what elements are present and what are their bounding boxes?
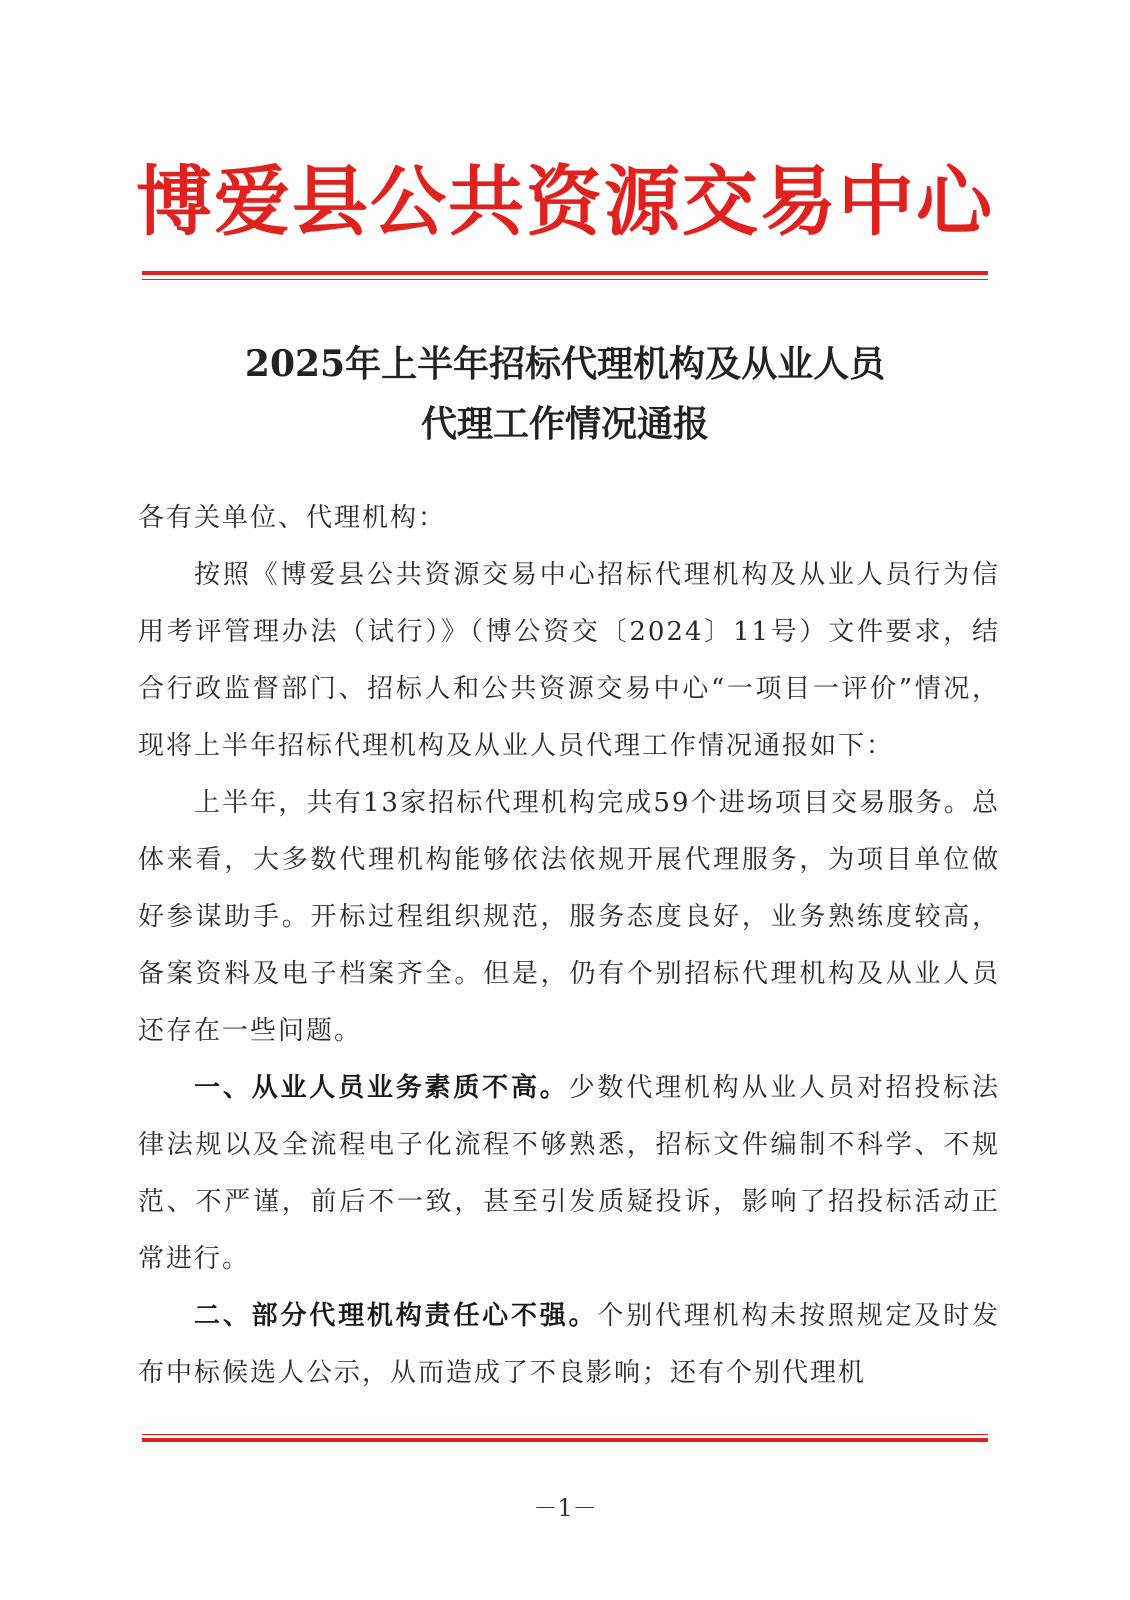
paragraph-4-text: 个别代理机构未按照规定及时发布中标候选人公示，从而造成了不良影响；还有个别代理机 — [138, 1301, 1000, 1388]
document-title-line-1: 2025年上半年招标代理机构及从业人员 — [244, 343, 886, 385]
page-number: －1－ — [533, 1494, 597, 1522]
masthead-rule-thin — [142, 279, 988, 280]
masthead-rule-thick — [142, 271, 988, 275]
document-body — [138, 490, 1000, 1402]
paragraph-3 — [138, 1060, 1000, 1288]
paragraph-3-text: 少数代理机构从业人员对招投标法律法规以及全流程电子化流程不够熟悉，招标文件编制不科学、不规范、不严谨，前后不一致，甚至引发质疑投诉，影响了招投标活动正常进行。 — [138, 1073, 1000, 1274]
footer-rule-thick — [142, 1438, 988, 1442]
footer-rule-thin — [142, 1434, 988, 1435]
salutation: 各有关单位、代理机构： — [138, 503, 447, 533]
masthead-org-name: 博爱县公共资源交易中心 — [136, 157, 994, 246]
paragraph-4-heading: 二、部分代理机构责任心不强。 — [194, 1301, 598, 1331]
paragraph-1: 按照《博爱县公共资源交易中心招标代理机构及从业人员行为信用考评管理办法（试行）》（博公资交〔2024〕11号）文件要求，结合行政监督部门、招标人和公共资源交易中心“一项目一评价”情况，现将上半年招标代理机构及从业人员代理工作情况通报如下： — [138, 560, 1000, 761]
paragraph-4 — [138, 1288, 1000, 1402]
paragraph-2: 上半年，共有13家招标代理机构完成59个进场项目交易服务。总体来看，大多数代理机构能够依法依规开展代理服务，为项目单位做好参谋助手。开标过程组织规范，服务态度良好，业务熟练度较高，备案资料及电子档案齐全。但是，仍有个别招标代理机构及从业人员还存在一些问题。 — [138, 788, 1000, 1046]
paragraph-3-heading: 一、从业人员业务素质不高。 — [194, 1073, 569, 1103]
document-title-line-2: 代理工作情况通报 — [420, 403, 709, 445]
